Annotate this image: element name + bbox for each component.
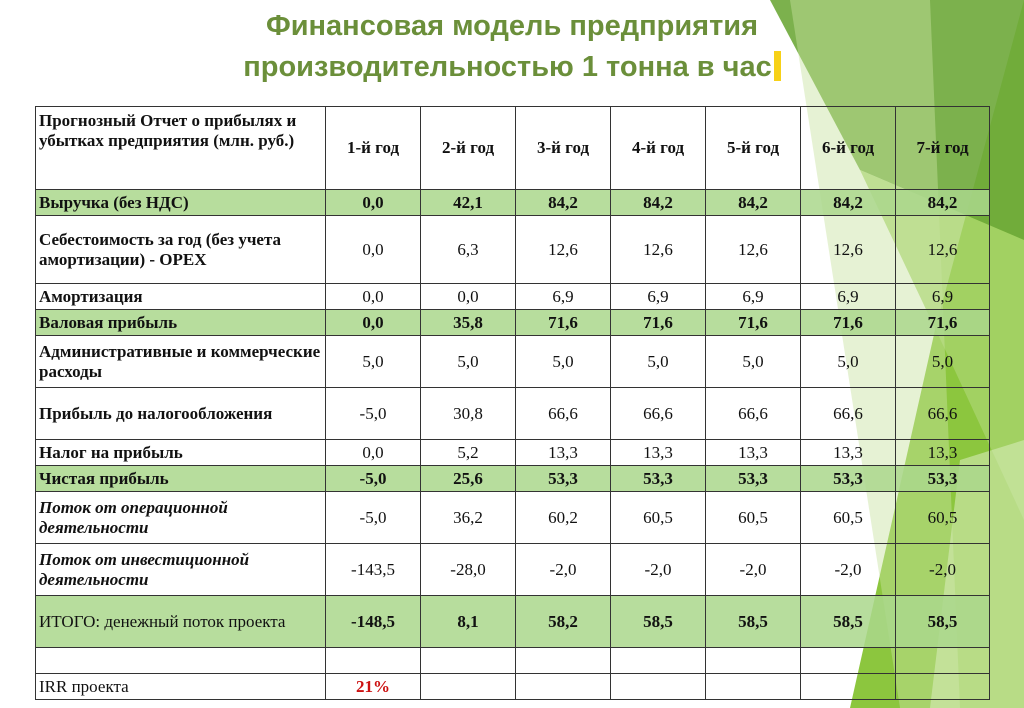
cell: 12,6 [706,216,801,284]
row-label: Выручка (без НДС) [36,190,326,216]
cell: 0,0 [326,284,421,310]
row-label: Прибыль до налогообложения [36,388,326,440]
cell: 6,9 [706,284,801,310]
header-year-5: 5-й год [706,107,801,190]
header-year-2: 2-й год [421,107,516,190]
cell: 84,2 [706,190,801,216]
slide-title [0,6,1024,88]
cell: 5,0 [706,336,801,388]
cell: 58,5 [611,596,706,648]
cell: 53,3 [611,466,706,492]
header-label: Прогнозный Отчет о прибылях и убытках предприятия (млн. руб.) [36,107,326,190]
cell: 5,0 [801,336,896,388]
cell: 71,6 [896,310,990,336]
cell: 42,1 [421,190,516,216]
table-row-irr [36,674,990,700]
table-row-revenue [36,190,990,216]
cell: 0,0 [326,440,421,466]
cell: 13,3 [516,440,611,466]
table-row-gross-profit [36,310,990,336]
cell: 71,6 [706,310,801,336]
cell: 0,0 [421,284,516,310]
cell: 13,3 [706,440,801,466]
cell: 13,3 [801,440,896,466]
table-row-amortization [36,284,990,310]
cell: 5,2 [421,440,516,466]
cell: 58,5 [706,596,801,648]
cell: 5,0 [611,336,706,388]
cell: -2,0 [706,544,801,596]
title-line-1: Финансовая модель предприятия [265,10,759,42]
cell: 13,3 [611,440,706,466]
cell: 60,5 [706,492,801,544]
row-label: Поток от операционной деятельности [36,492,326,544]
text-cursor-icon [774,51,781,81]
table-row-net-profit [36,466,990,492]
cell: 13,3 [896,440,990,466]
cell: 60,2 [516,492,611,544]
cell: -2,0 [896,544,990,596]
cell: 0,0 [326,190,421,216]
cell: 84,2 [516,190,611,216]
cell-empty [611,648,706,674]
cell-empty [896,648,990,674]
cell: 60,5 [611,492,706,544]
table-row-empty [36,648,990,674]
cell: 53,3 [706,466,801,492]
cell: 12,6 [896,216,990,284]
table-row-total-cash-flow [36,596,990,648]
cell: 60,5 [801,492,896,544]
cell: 84,2 [896,190,990,216]
table-row-income-tax [36,440,990,466]
table-header-row [36,107,990,190]
cell: 58,2 [516,596,611,648]
cell: 6,9 [801,284,896,310]
cell: 25,6 [421,466,516,492]
cell: -5,0 [326,388,421,440]
cell: 12,6 [801,216,896,284]
cell-empty [516,648,611,674]
cell: 5,0 [326,336,421,388]
cell: 0,0 [326,216,421,284]
cell-empty [421,674,516,700]
header-year-3: 3-й год [516,107,611,190]
cell: 6,3 [421,216,516,284]
cell: 5,0 [421,336,516,388]
row-label: Амортизация [36,284,326,310]
cell: 84,2 [611,190,706,216]
cell: 36,2 [421,492,516,544]
cell: 53,3 [896,466,990,492]
cell: 71,6 [516,310,611,336]
header-year-1: 1-й год [326,107,421,190]
cell-empty [326,648,421,674]
cell: -5,0 [326,492,421,544]
cell: 66,6 [706,388,801,440]
row-label: Валовая прибыль [36,310,326,336]
table-row-opex [36,216,990,284]
cell: 6,9 [896,284,990,310]
cell: 30,8 [421,388,516,440]
cell: -2,0 [611,544,706,596]
cell-empty [36,648,326,674]
cell: 5,0 [896,336,990,388]
table-row-pretax-profit [36,388,990,440]
row-label: Административные и коммерческие расходы [36,336,326,388]
cell: 66,6 [896,388,990,440]
cell: 35,8 [421,310,516,336]
cell: 8,1 [421,596,516,648]
row-label: Поток от инвестиционной деятельности [36,544,326,596]
cell: -143,5 [326,544,421,596]
cell: -2,0 [801,544,896,596]
cell-empty [706,648,801,674]
cell: 53,3 [801,466,896,492]
header-year-6: 6-й год [801,107,896,190]
header-year-4: 4-й год [611,107,706,190]
cell: 58,5 [896,596,990,648]
cell: -2,0 [516,544,611,596]
title-line-2-text: производительностью 1 тонна в час [243,51,772,83]
cell: 71,6 [611,310,706,336]
cell: 12,6 [516,216,611,284]
cell: 71,6 [801,310,896,336]
cell: 0,0 [326,310,421,336]
cell: -28,0 [421,544,516,596]
cell-empty [611,674,706,700]
cell: 5,0 [516,336,611,388]
cell: 6,9 [516,284,611,310]
table-row-admin-expenses [36,336,990,388]
cell: 53,3 [516,466,611,492]
cell: 60,5 [896,492,990,544]
row-label: Налог на прибыль [36,440,326,466]
financial-report-table [35,106,990,700]
row-label: ИТОГО: денежный поток проекта [36,596,326,648]
header-year-7: 7-й год [896,107,990,190]
table-row-investing-flow [36,544,990,596]
row-label: Себестоимость за год (без учета амортизации) - OPEX [36,216,326,284]
irr-label: IRR проекта [36,674,326,700]
cell: 84,2 [801,190,896,216]
cell: -148,5 [326,596,421,648]
cell-empty [801,674,896,700]
cell: 66,6 [516,388,611,440]
cell-empty [421,648,516,674]
row-label: Чистая прибыль [36,466,326,492]
cell: 66,6 [611,388,706,440]
cell-empty [896,674,990,700]
table-row-operating-flow [36,492,990,544]
cell: 66,6 [801,388,896,440]
irr-value: 21% [326,674,421,700]
cell: -5,0 [326,466,421,492]
cell-empty [516,674,611,700]
cell-empty [706,674,801,700]
title-line-2 [0,47,1024,88]
cell: 6,9 [611,284,706,310]
cell: 12,6 [611,216,706,284]
cell: 58,5 [801,596,896,648]
cell-empty [801,648,896,674]
